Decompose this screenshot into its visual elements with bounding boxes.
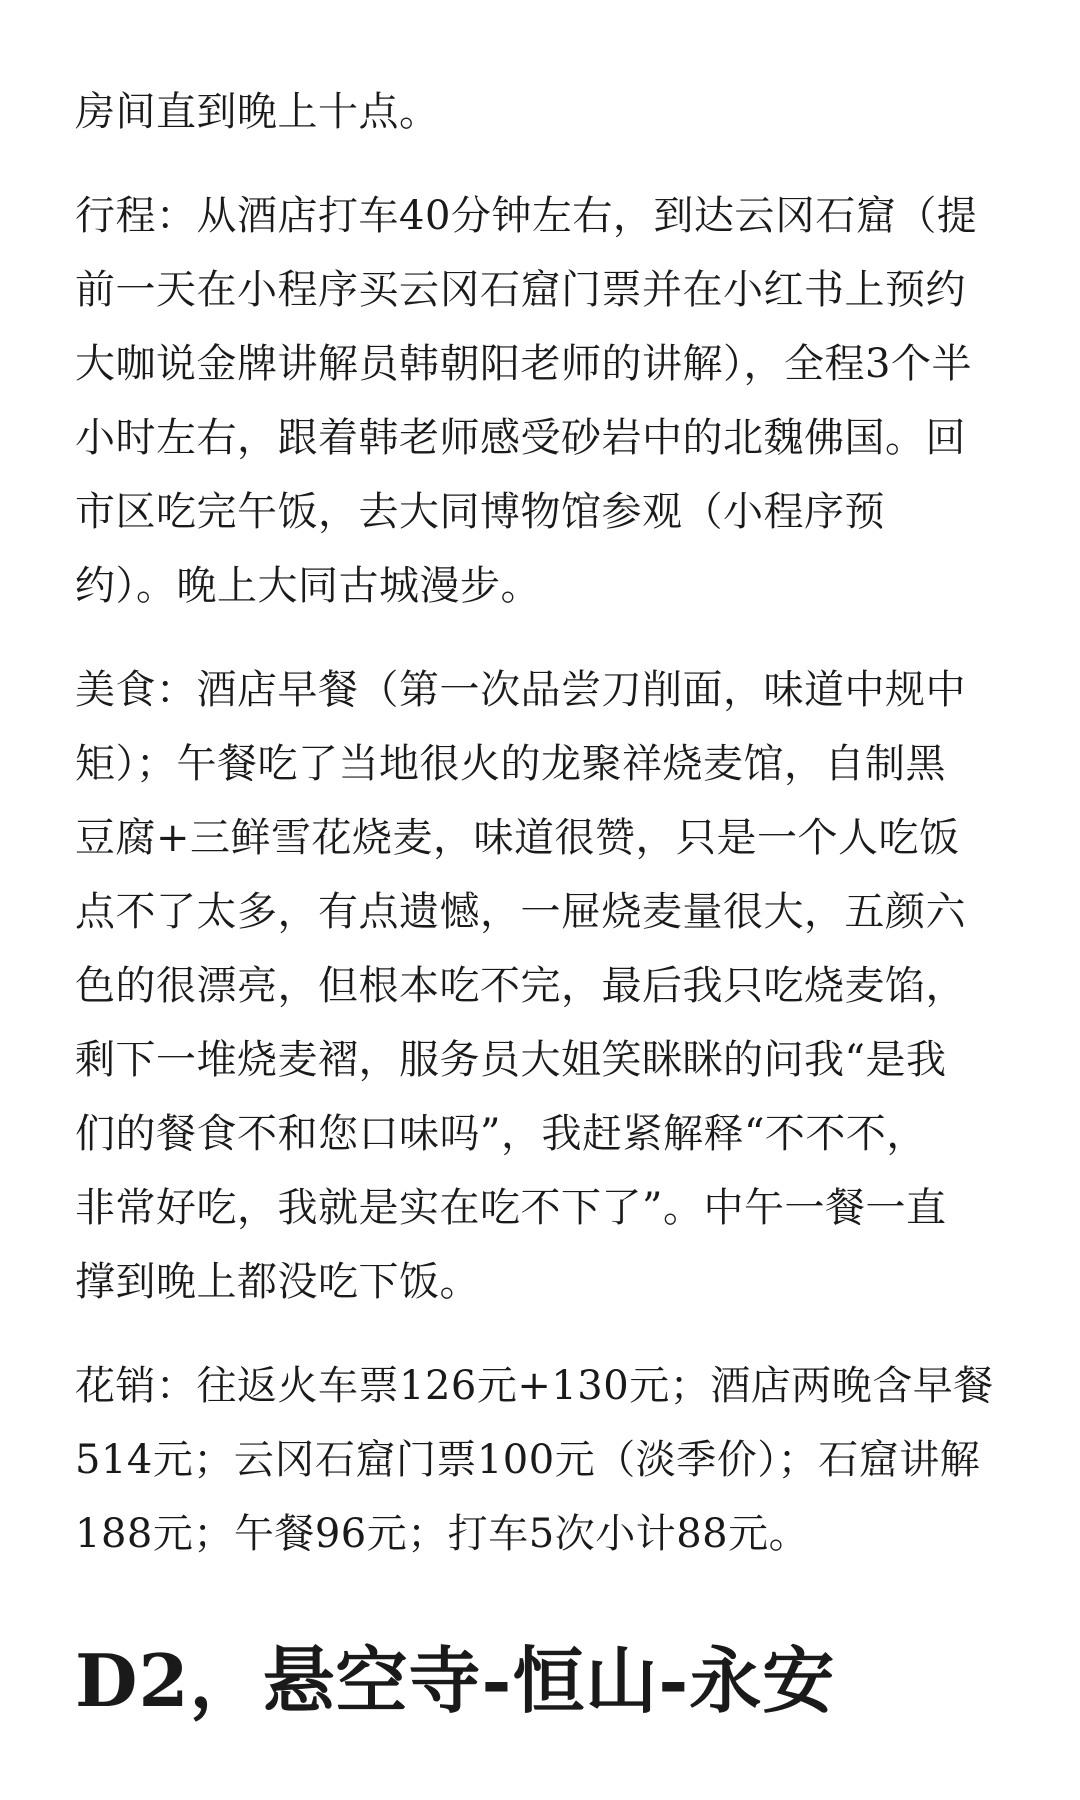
text-line: 188元；午餐96元；打车5次小计88元。: [75, 1511, 810, 1557]
text-line: 前一天在小程序买云冈石窟门票并在小红书上预约: [75, 267, 966, 313]
text-line: 矩）；午餐吃了当地很火的龙聚祥烧麦馆，自制黑: [75, 741, 946, 787]
text-line: 非常好吃，我就是实在吃不下了”。中午一餐一直: [75, 1185, 947, 1231]
section-heading-d2: D2，悬空寺-恒山-永安: [75, 1638, 836, 1723]
text-line: 美食：酒店早餐（第一次品尝刀削面，味道中规中: [75, 667, 966, 713]
paragraph-expenses: [75, 1349, 1015, 1571]
text-line: 房间直到晚上十点。: [75, 89, 440, 135]
text-line: 行程：从酒店打车40分钟左右，到达云冈石窟（提: [75, 193, 978, 239]
text-line: 大咖说金牌讲解员韩朝阳老师的讲解），全程3个半: [75, 341, 972, 387]
text-line: 514元；云冈石窟门票100元（淡季价）；石窟讲解: [75, 1437, 981, 1483]
text-line: 点不了太多，有点遗憾，一屉烧麦量很大，五颜六: [75, 889, 966, 935]
text-line: 色的很漂亮，但根本吃不完，最后我只吃烧麦馅，: [75, 963, 966, 1009]
text-line: 花销：往返火车票126元+130元；酒店两晚含早餐: [75, 1363, 994, 1409]
text-line: 约）。晚上大同古城漫步。: [75, 563, 541, 609]
paragraph-itinerary: [75, 179, 1015, 623]
text-line: 剩下一堆烧麦褶，服务员大姐笑眯眯的问我“是我: [75, 1037, 947, 1083]
text-line: 们的餐食不和您口味吗”，我赶紧解释“不不不，: [75, 1111, 927, 1157]
paragraph-food: [75, 653, 1015, 1319]
text-line: 撑到晚上都没吃下饭。: [75, 1259, 480, 1305]
text-line: 市区吃完午饭，去大同博物馆参观（小程序预: [75, 489, 885, 535]
paragraph-room: [75, 75, 1015, 149]
text-line: 豆腐+三鲜雪花烧麦，味道很赞，只是一个人吃饭: [75, 815, 960, 861]
article-body: [75, 75, 1015, 1731]
text-line: 小时左右，跟着韩老师感受砂岩中的北魏佛国。回: [75, 415, 966, 461]
